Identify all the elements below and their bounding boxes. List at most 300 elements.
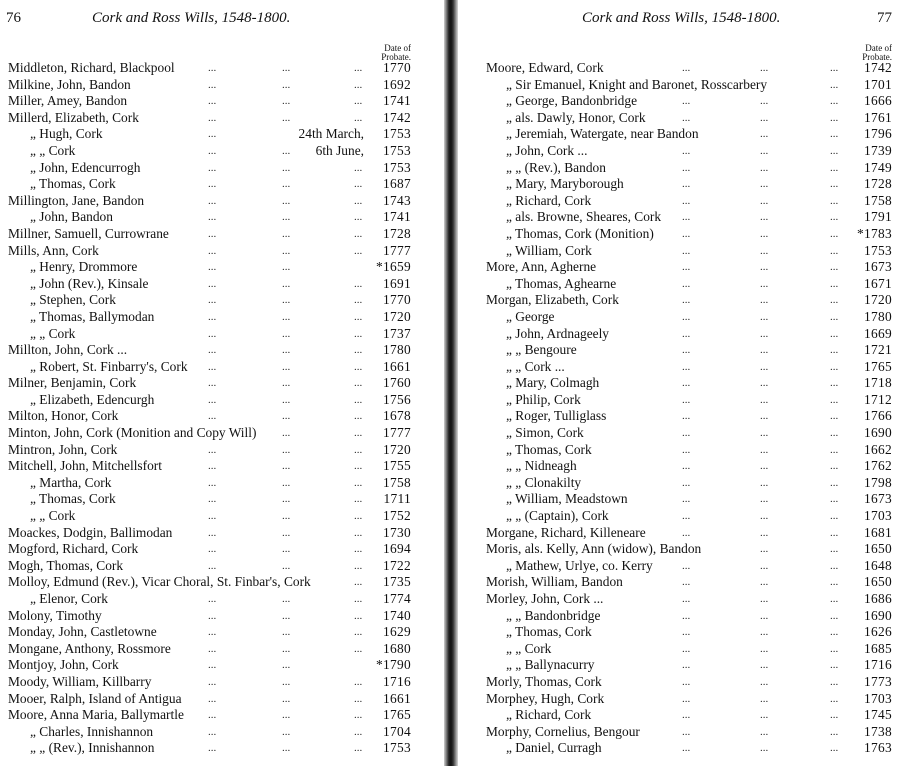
entry-probate-year: 1737: [383, 325, 411, 341]
entry-name: Morgane, Richard, Killeneare: [486, 524, 646, 540]
leader-dots: ...: [354, 327, 363, 340]
leader-dots: ...: [282, 593, 291, 605]
leader-dots: ...: [830, 393, 839, 406]
leader-dots: ...: [760, 194, 769, 207]
leader-dots: ...: [208, 194, 217, 207]
will-entry: [0, 591, 444, 608]
leader-dots: ...: [354, 559, 363, 572]
will-entry: [0, 143, 444, 160]
leader-dots: ...: [830, 576, 839, 589]
leader-dots: ...: [208, 493, 217, 506]
entry-probate-year: 1777: [383, 425, 411, 441]
leader-dots: ...: [208, 510, 217, 523]
leader-dots: ...: [830, 659, 839, 672]
will-entry: [458, 724, 900, 741]
entry-name: Moris, als. Kelly, Ann (widow), Bandon: [486, 541, 702, 557]
entry-name: „ als. Dawly, Honor, Cork: [506, 109, 646, 125]
entry-probate-year: 1745: [864, 707, 892, 723]
entry-probate-year: 1648: [864, 557, 892, 573]
entry-probate-year: 1774: [383, 591, 411, 606]
leader-dots: ...: [282, 675, 291, 688]
entry-name: „ „ (Captain), Cork: [506, 508, 609, 524]
entry-name: Mitchell, John, Mitchellsfort: [8, 458, 162, 474]
leader-dots: ...: [760, 95, 769, 108]
entry-name: Mongane, Anthony, Rossmore: [8, 640, 171, 656]
entry-name: „ Sir Emanuel, Knight and Baronet, Rosscarbery: [506, 76, 768, 92]
left-column-header-line2: Probate.: [381, 52, 411, 62]
leader-dots: ...: [682, 609, 691, 622]
leader-dots: ...: [282, 460, 291, 473]
leader-dots: ...: [830, 344, 839, 357]
leader-dots: ...: [830, 427, 839, 440]
leader-dots: ...: [830, 261, 839, 274]
leader-dots: ...: [354, 161, 363, 174]
right-page-header: [458, 8, 900, 32]
entry-name: Mogford, Richard, Cork: [8, 541, 139, 557]
will-entry: [0, 740, 444, 757]
entry-name: Milton, Honor, Cork: [8, 408, 119, 424]
leader-dots: ...: [830, 95, 839, 108]
entry-name: „ „ Bengoure: [506, 342, 577, 358]
will-entry: [458, 93, 900, 110]
leader-dots: ...: [760, 410, 769, 423]
will-entry: [458, 259, 900, 276]
leader-dots: ...: [682, 344, 691, 357]
entry-probate-year: 1680: [383, 640, 411, 656]
entry-name: Mogh, Thomas, Cork: [8, 557, 124, 573]
entry-name: Mintron, John, Cork: [8, 441, 118, 457]
leader-dots: ...: [354, 178, 363, 191]
entry-name: „ Richard, Cork: [506, 192, 592, 208]
entry-probate-day: 24th March,: [298, 126, 364, 142]
leader-dots: ...: [760, 709, 769, 722]
leader-dots: ...: [830, 310, 839, 323]
leader-dots: ...: [208, 360, 217, 373]
entry-probate-year: 1728: [383, 225, 411, 241]
will-entry: [0, 126, 444, 143]
leader-dots: ...: [760, 493, 769, 506]
leader-dots: ...: [354, 576, 363, 589]
leader-dots: ...: [282, 95, 291, 108]
entry-probate-year: 1753: [864, 242, 892, 258]
will-entry: [0, 508, 444, 525]
leader-dots: ...: [282, 244, 291, 257]
will-entry: [458, 624, 900, 641]
will-entry: [458, 342, 900, 359]
leader-dots: ...: [682, 294, 691, 307]
entry-name: „ Martha, Cork: [30, 474, 112, 490]
will-entry: [458, 691, 900, 708]
leader-dots: ...: [354, 593, 363, 605]
leader-dots: ...: [760, 128, 769, 141]
entry-name: „ „ Nidneagh: [506, 458, 577, 474]
will-entry: [0, 226, 444, 243]
leader-dots: ...: [830, 128, 839, 141]
will-entry: [0, 525, 444, 542]
leader-dots: ...: [208, 327, 217, 340]
entry-name: „ Thomas, Ballymodan: [30, 308, 155, 324]
leader-dots: ...: [760, 559, 769, 572]
leader-dots: ...: [830, 78, 839, 91]
will-entry: [458, 508, 900, 525]
entry-name: „ Elenor, Cork: [30, 591, 108, 606]
leader-dots: ...: [830, 144, 839, 157]
leader-dots: ...: [760, 111, 769, 124]
leader-dots: ...: [830, 294, 839, 307]
leader-dots: ...: [208, 344, 217, 357]
will-entry: [458, 608, 900, 625]
entry-name: Moore, Anna Maria, Ballymartle: [8, 707, 184, 723]
entry-probate-year: 1722: [383, 557, 411, 573]
will-entry: [458, 243, 900, 260]
entry-probate-year: 1703: [864, 508, 892, 524]
will-entry: [0, 425, 444, 442]
entry-probate-year: 1681: [864, 524, 892, 540]
entry-name: Milner, Benjamin, Cork: [8, 375, 137, 391]
entry-probate-year: 1758: [383, 474, 411, 490]
leader-dots: ...: [282, 194, 291, 207]
leader-dots: ...: [208, 742, 217, 755]
leader-dots: ...: [282, 161, 291, 174]
leader-dots: ...: [682, 526, 691, 539]
entry-probate-year: 1742: [383, 109, 411, 125]
entry-name: „ Richard, Cork: [506, 707, 592, 723]
leader-dots: ...: [282, 526, 291, 539]
will-entry: [458, 143, 900, 160]
entry-probate-year: 1711: [383, 491, 411, 507]
leader-dots: ...: [830, 194, 839, 207]
leader-dots: ...: [282, 642, 291, 655]
entry-probate-year: 1626: [864, 624, 892, 640]
leader-dots: ...: [354, 642, 363, 655]
leader-dots: ...: [760, 510, 769, 523]
will-entry: [458, 326, 900, 343]
entry-probate-year: 1738: [864, 723, 892, 739]
will-entry: [458, 126, 900, 143]
entry-probate-year: 1701: [864, 76, 892, 92]
entry-probate-year: 1704: [383, 723, 411, 739]
will-entry: [458, 292, 900, 309]
will-entry: [0, 558, 444, 575]
entry-name: Moackes, Dodgin, Ballimodan: [8, 524, 173, 540]
will-entry: [0, 574, 444, 591]
right-column-header-line2: Probate.: [862, 52, 892, 62]
leader-dots: ...: [682, 194, 691, 207]
will-entry: [0, 657, 444, 674]
leader-dots: ...: [830, 111, 839, 124]
entry-probate-year: 1721: [864, 342, 892, 358]
will-entry: [458, 209, 900, 226]
entry-name: Middleton, Richard, Blackpool: [8, 60, 175, 75]
leader-dots: ...: [208, 609, 217, 622]
entry-probate-year: 1716: [383, 673, 411, 689]
will-entry: [0, 160, 444, 177]
entry-probate-year: 1673: [864, 259, 892, 275]
will-entry: [458, 77, 900, 94]
will-entry: [0, 342, 444, 359]
entry-name: Moody, William, Killbarry: [8, 673, 152, 689]
entry-name: „ John, Ardnageely: [506, 325, 610, 341]
leader-dots: ...: [354, 111, 363, 124]
leader-dots: ...: [830, 725, 839, 738]
leader-dots: ...: [760, 161, 769, 174]
will-entry: [0, 641, 444, 658]
leader-dots: ...: [760, 144, 769, 157]
leader-dots: ...: [760, 460, 769, 473]
leader-dots: ...: [682, 95, 691, 108]
entry-name: Morphey, Hugh, Cork: [486, 690, 605, 706]
leader-dots: ...: [830, 443, 839, 456]
leader-dots: ...: [830, 510, 839, 523]
leader-dots: ...: [354, 194, 363, 207]
will-entry: [458, 226, 900, 243]
entry-probate-year: 1773: [864, 673, 892, 689]
leader-dots: ...: [208, 543, 217, 556]
entry-name: Mooer, Ralph, Island of Antigua: [8, 690, 182, 706]
leader-dots: ...: [830, 161, 839, 174]
left-entry-list: [0, 60, 444, 757]
entry-name: „ „ Bandonbridge: [506, 607, 601, 623]
leader-dots: ...: [208, 161, 217, 174]
entry-probate-year: 1718: [864, 375, 892, 391]
will-entry: [0, 209, 444, 226]
leader-dots: ...: [282, 344, 291, 357]
leader-dots: ...: [282, 327, 291, 340]
entry-name: „ „ (Rev.), Innishannon: [30, 740, 155, 756]
entry-name: „ Daniel, Curragh: [506, 740, 602, 756]
leader-dots: ...: [354, 244, 363, 257]
leader-dots: ...: [682, 460, 691, 473]
entry-name: Milkine, John, Bandon: [8, 76, 131, 92]
leader-dots: ...: [682, 476, 691, 489]
leader-dots: ...: [354, 460, 363, 473]
will-entry: [0, 60, 444, 77]
entry-name: „ „ Cork: [506, 640, 552, 656]
right-entry-list: [458, 60, 900, 757]
leader-dots: ...: [208, 476, 217, 489]
leader-dots: ...: [354, 78, 363, 91]
entry-name: Mills, Ann, Cork: [8, 242, 99, 258]
leader-dots: ...: [208, 144, 217, 157]
will-entry: [0, 243, 444, 260]
leader-dots: ...: [208, 692, 217, 705]
entry-name: Morgan, Elizabeth, Cork: [486, 292, 619, 308]
will-entry: [458, 425, 900, 442]
entry-name: „ „ Cork ...: [506, 358, 565, 374]
leader-dots: ...: [208, 294, 217, 307]
leader-dots: ...: [760, 227, 769, 240]
leader-dots: ...: [830, 559, 839, 572]
right-page-number: 77: [877, 10, 892, 26]
leader-dots: ...: [830, 360, 839, 373]
leader-dots: ...: [208, 310, 217, 323]
leader-dots: ...: [282, 294, 291, 307]
entry-probate-year: 1756: [383, 391, 411, 407]
entry-probate-year: 1796: [864, 126, 892, 142]
entry-name: Millner, Samuell, Currowrane: [8, 225, 169, 241]
entry-name: „ Thomas, Cork: [506, 624, 592, 640]
will-entry: [0, 674, 444, 691]
entry-name: „ „ Cork: [30, 508, 76, 524]
leader-dots: ...: [830, 593, 839, 605]
leader-dots: ...: [354, 427, 363, 440]
leader-dots: ...: [282, 692, 291, 705]
will-entry: [458, 591, 900, 608]
leader-dots: ...: [830, 410, 839, 423]
leader-dots: ...: [354, 227, 363, 240]
will-entry: [458, 110, 900, 127]
entry-name: „ George: [506, 308, 555, 324]
leader-dots: ...: [208, 178, 217, 191]
entry-probate-year: 1661: [383, 358, 411, 374]
leader-dots: ...: [682, 443, 691, 456]
will-entry: [0, 541, 444, 558]
entry-probate-year: 1712: [864, 391, 892, 407]
leader-dots: ...: [208, 675, 217, 688]
entry-probate-year: 1765: [383, 707, 411, 723]
leader-dots: ...: [682, 178, 691, 191]
leader-dots: ...: [354, 725, 363, 738]
entry-probate-year: 1755: [383, 458, 411, 474]
leader-dots: ...: [208, 642, 217, 655]
entry-probate-year: 1762: [864, 458, 892, 474]
entry-probate-year: 1650: [864, 541, 892, 557]
leader-dots: ...: [682, 310, 691, 323]
entry-name: „ „ Cork: [30, 325, 76, 341]
entry-name: Miller, Amey, Bandon: [8, 93, 128, 109]
entry-name: „ Charles, Innishannon: [30, 723, 154, 739]
leader-dots: ...: [354, 675, 363, 688]
leader-dots: ...: [682, 144, 691, 157]
entry-name: „ Stephen, Cork: [30, 292, 116, 308]
entry-name: „ Thomas, Cork: [30, 176, 116, 192]
entry-name: „ John (Rev.), Kinsale: [30, 275, 149, 291]
leader-dots: ...: [830, 675, 839, 688]
will-entry: [0, 691, 444, 708]
leader-dots: ...: [282, 62, 291, 74]
entry-probate-year: *1783: [857, 225, 892, 241]
leader-dots: ...: [682, 277, 691, 290]
leader-dots: ...: [682, 725, 691, 738]
leader-dots: ...: [830, 460, 839, 473]
will-entry: [458, 707, 900, 724]
right-column-header-line1: Date of: [865, 43, 892, 53]
leader-dots: ...: [760, 659, 769, 672]
leader-dots: ...: [830, 709, 839, 722]
entry-probate-year: 1780: [383, 342, 411, 358]
leader-dots: ...: [282, 227, 291, 240]
entry-name: „ Simon, Cork: [506, 425, 584, 441]
leader-dots: ...: [682, 62, 691, 74]
will-entry: [0, 724, 444, 741]
entry-probate-year: 1671: [864, 275, 892, 291]
leader-dots: ...: [282, 178, 291, 191]
will-entry: [458, 392, 900, 409]
will-entry: [458, 442, 900, 459]
entry-name: „ William, Cork: [506, 242, 592, 258]
leader-dots: ...: [760, 344, 769, 357]
leader-dots: ...: [282, 111, 291, 124]
leader-dots: ...: [354, 277, 363, 290]
will-entry: [0, 624, 444, 641]
entry-name: Millerd, Elizabeth, Cork: [8, 109, 139, 125]
leader-dots: ...: [682, 244, 691, 257]
entry-probate-year: 1740: [383, 607, 411, 623]
leader-dots: ...: [682, 227, 691, 240]
leader-dots: ...: [354, 310, 363, 323]
leader-dots: ...: [682, 360, 691, 373]
leader-dots: ...: [760, 675, 769, 688]
entry-probate-year: 1753: [383, 142, 411, 158]
entry-probate-year: 1687: [383, 176, 411, 192]
will-entry: [458, 674, 900, 691]
leader-dots: ...: [830, 493, 839, 506]
leader-dots: ...: [208, 111, 217, 124]
will-entry: [0, 408, 444, 425]
entry-probate-year: 1765: [864, 358, 892, 374]
entry-probate-year: 1770: [383, 60, 411, 75]
entry-probate-year: 1728: [864, 176, 892, 192]
leader-dots: ...: [282, 659, 291, 672]
entry-probate-year: 1686: [864, 591, 892, 606]
leader-dots: ...: [682, 659, 691, 672]
right-running-title: Cork and Ross Wills, 1548-1800.: [582, 10, 781, 26]
entry-probate-year: 1739: [864, 142, 892, 158]
leader-dots: ...: [208, 626, 217, 639]
leader-dots: ...: [760, 62, 769, 74]
leader-dots: ...: [282, 410, 291, 423]
leader-dots: ...: [682, 576, 691, 589]
leader-dots: ...: [354, 493, 363, 506]
leader-dots: ...: [354, 609, 363, 622]
leader-dots: ...: [682, 410, 691, 423]
leader-dots: ...: [208, 128, 217, 141]
entry-probate-year: *1659: [376, 259, 411, 275]
will-entry: [0, 77, 444, 94]
leader-dots: ...: [760, 277, 769, 290]
leader-dots: ...: [282, 377, 291, 390]
will-entry: [458, 176, 900, 193]
leader-dots: ...: [354, 443, 363, 456]
leader-dots: ...: [682, 626, 691, 639]
entry-probate-year: 1791: [864, 209, 892, 225]
entry-probate-year: 1694: [383, 541, 411, 557]
entry-probate-year: 1749: [864, 159, 892, 175]
leader-dots: ...: [208, 559, 217, 572]
will-entry: [458, 641, 900, 658]
entry-probate-year: 1720: [383, 308, 411, 324]
leader-dots: ...: [830, 626, 839, 639]
entry-name: Morphy, Cornelius, Bengour: [486, 723, 640, 739]
leader-dots: ...: [282, 725, 291, 738]
entry-probate-year: 1703: [864, 690, 892, 706]
entry-probate-year: 1760: [383, 375, 411, 391]
will-entry: [458, 541, 900, 558]
leader-dots: ...: [354, 62, 363, 74]
entry-name: „ John, Edencurrogh: [30, 159, 141, 175]
will-entry: [0, 491, 444, 508]
leader-dots: ...: [830, 742, 839, 755]
leader-dots: ...: [354, 95, 363, 108]
entry-probate-year: 1629: [383, 624, 411, 640]
leader-dots: ...: [682, 593, 691, 605]
leader-dots: ...: [682, 161, 691, 174]
entry-name: Millington, Jane, Bandon: [8, 192, 145, 208]
will-entry: [458, 574, 900, 591]
leader-dots: ...: [282, 144, 291, 157]
entry-name: „ Robert, St. Finbarry's, Cork: [30, 358, 188, 374]
leader-dots: ...: [354, 377, 363, 390]
